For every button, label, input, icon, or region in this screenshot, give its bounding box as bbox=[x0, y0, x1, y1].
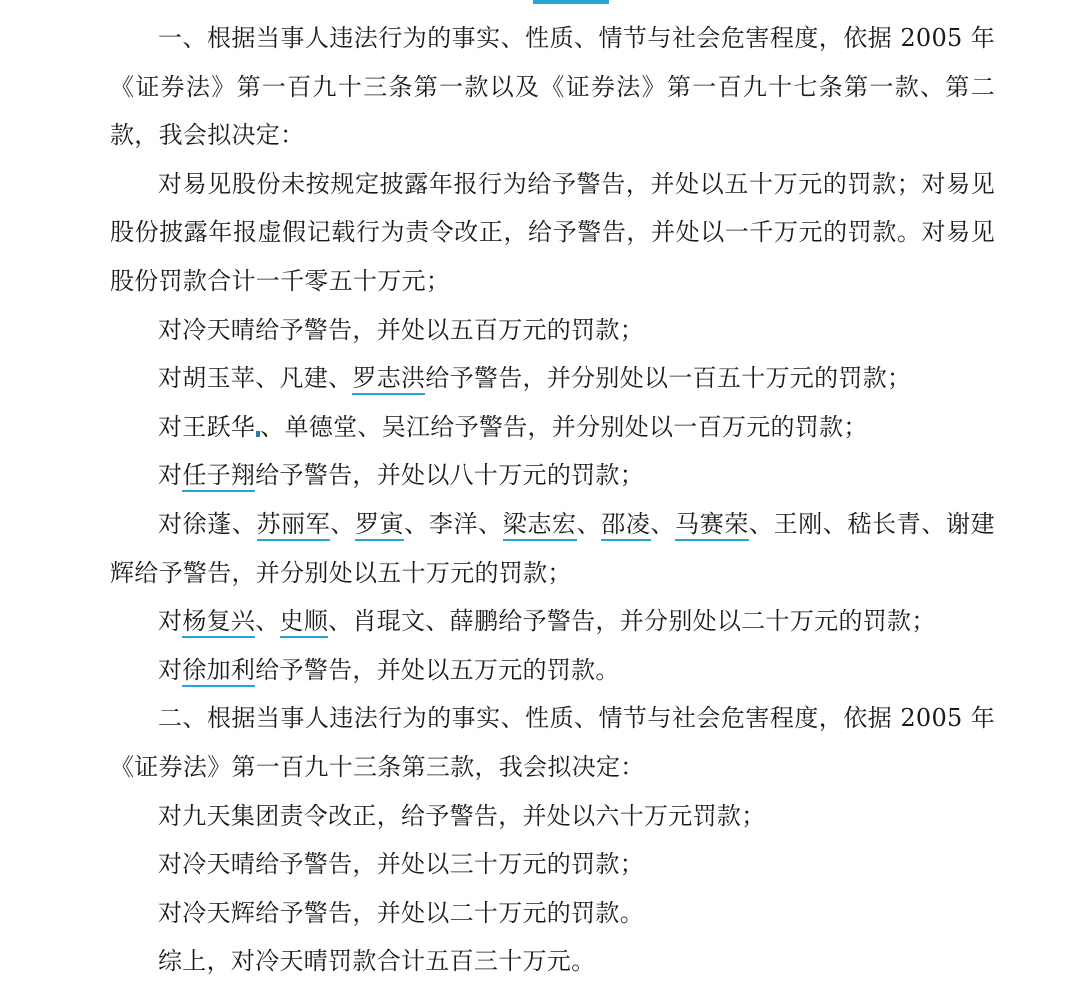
document-body bbox=[110, 14, 995, 986]
underlined-name[interactable]: 邵凌 bbox=[601, 510, 650, 541]
paragraph bbox=[110, 694, 995, 791]
paragraph bbox=[110, 840, 995, 889]
paragraph-text: 给予警告，并处以五万元的罚款。 bbox=[255, 655, 620, 684]
underlined-name[interactable]: 罗寅 bbox=[355, 510, 404, 541]
paragraph-text: 对 bbox=[158, 461, 183, 490]
paragraph-text: 、 bbox=[330, 509, 355, 538]
paragraph-text: 、李洋、 bbox=[404, 509, 503, 538]
paragraph bbox=[110, 500, 995, 597]
paragraph-text: 、 bbox=[576, 509, 602, 538]
paragraph-text: 、 bbox=[255, 607, 280, 636]
paragraph bbox=[110, 937, 995, 986]
top-accent-bar bbox=[533, 0, 609, 4]
paragraph-text: 、王刚、嵇长青、谢建辉给予警告，并分别处以五十万元的罚款； bbox=[110, 509, 995, 587]
paragraph bbox=[110, 597, 995, 646]
paragraph bbox=[110, 160, 995, 306]
paragraph bbox=[110, 646, 995, 695]
underlined-name[interactable]: 马赛荣 bbox=[675, 510, 749, 541]
paragraph-text: 对 bbox=[158, 655, 183, 684]
underlined-name[interactable]: 罗志洪 bbox=[352, 364, 425, 395]
paragraph bbox=[110, 354, 995, 403]
paragraph-text: 对九天集团责令改正，给予警告，并处以六十万元罚款； bbox=[158, 801, 766, 830]
paragraph-text: 给予警告，并分别处以一百五十万元的罚款； bbox=[425, 364, 912, 393]
paragraph-text: 一、根据当事人违法行为的事实、性质、情节与社会危害程度，依据 2005 年《证券法》第一百九十三条第一款以及《证券法》第一百九十七条第一款、第二款，我会拟决定： bbox=[110, 24, 995, 150]
paragraph-text: 二、根据当事人违法行为的事实、性质、情节与社会危害程度，依据 2005 年《证券法》第一百九十三条第三款，我会拟决定： bbox=[110, 704, 995, 781]
paragraph-text: 综上，对冷天晴罚款合计五百三十万元。 bbox=[158, 947, 596, 976]
paragraph bbox=[110, 451, 995, 500]
paragraph bbox=[110, 889, 995, 938]
paragraph bbox=[110, 403, 995, 452]
paragraph-text: 对王跃华 bbox=[158, 412, 256, 441]
paragraph-text: 对易见股份未按规定披露年报行为给予警告，并处以五十万元的罚款；对易见股份披露年报虚假记载行为责令改正，给予警告，并处以一千万元的罚款。对易见股份罚款合计一千零五十万元； bbox=[110, 169, 995, 295]
paragraph bbox=[110, 306, 995, 355]
paragraph bbox=[110, 14, 995, 160]
paragraph bbox=[110, 792, 995, 841]
paragraph-text: 对徐蓬、 bbox=[158, 509, 257, 538]
underlined-name[interactable]: 梁志宏 bbox=[503, 510, 577, 541]
underlined-name[interactable]: 苏丽军 bbox=[257, 510, 331, 541]
paragraph-text: 、单德堂、吴江给予警告，并分别处以一百万元的罚款； bbox=[260, 412, 868, 441]
paragraph-text: 对冷天晴给予警告，并处以三十万元的罚款； bbox=[158, 850, 644, 879]
underlined-name[interactable]: 杨复兴 bbox=[182, 607, 255, 638]
paragraph-text: 、 bbox=[650, 509, 676, 538]
underlined-name[interactable]: 徐加利 bbox=[182, 656, 255, 687]
paragraph-text: 对冷天辉给予警告，并处以二十万元的罚款。 bbox=[158, 898, 644, 927]
paragraph-text: 对冷天晴给予警告，并处以五百万元的罚款； bbox=[158, 315, 644, 344]
paragraph-text: 对 bbox=[158, 607, 183, 636]
paragraph-text: 、肖琨文、薛鹏给予警告，并分别处以二十万元的罚款； bbox=[328, 607, 936, 636]
underlined-name[interactable]: 任子翔 bbox=[182, 461, 255, 492]
paragraph-text: 对胡玉苹、凡建、 bbox=[158, 364, 353, 393]
paragraph-text: 给予警告，并处以八十万元的罚款； bbox=[255, 461, 645, 490]
underlined-name[interactable]: 史顺 bbox=[280, 607, 329, 638]
